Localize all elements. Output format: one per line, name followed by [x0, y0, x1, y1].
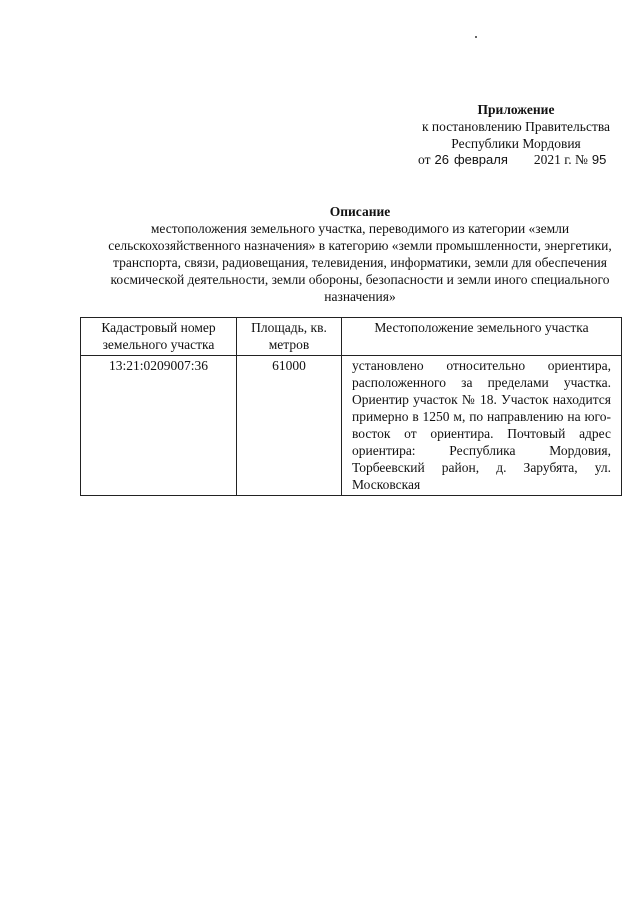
- description-body: местоположения земельного участка, переводимого из категории «земли сельскохозяйственного назначения» в категорию «земли промышленности, энергетики, транспорта, связи, радиовещания, телевидения, информатики, земли для обеспечения космической деятельности, земли обороны, безопасности и земли иного специального назначения»: [108, 221, 612, 304]
- cell-cadastral-number: 13:21:0209007:36: [81, 356, 237, 496]
- date-prefix: от: [418, 152, 431, 167]
- appendix-title: Приложение: [477, 102, 555, 117]
- date-year: 2021 г. №: [533, 152, 588, 167]
- cell-area: 61000: [237, 356, 342, 496]
- description-heading: [104, 203, 616, 305]
- header-area: Площадь, кв. метров: [237, 318, 342, 356]
- scan-speck: [475, 36, 477, 38]
- appendix-block: [400, 101, 632, 152]
- document-number: 95: [591, 152, 607, 167]
- description-title: Описание: [329, 204, 391, 219]
- table-row: [81, 356, 622, 496]
- header-cadastral-number: Кадастровый номер земельного участка: [81, 318, 237, 356]
- date-month: февраля: [453, 152, 508, 167]
- table-header-row: [81, 318, 622, 356]
- appendix-line-1: к постановлению Правительства: [421, 119, 611, 134]
- appendix-line-2: Республики Мордовия: [451, 136, 581, 151]
- header-location: Местоположение земельного участка: [342, 318, 622, 356]
- date-day: 26: [434, 152, 449, 167]
- parcels-table: [80, 317, 622, 496]
- cell-location: установлено относительно ориентира, расположенного за пределами участка. Ориентир участок № 18. Участок находится примерно в 1250 м, по направлению на юго-восток от ориентира. Почтовый адрес ориентира: Республика Мордовия, Торбеевский район, д. Зарубята, ул. Московская: [342, 356, 622, 496]
- appendix-date-line: [418, 152, 606, 168]
